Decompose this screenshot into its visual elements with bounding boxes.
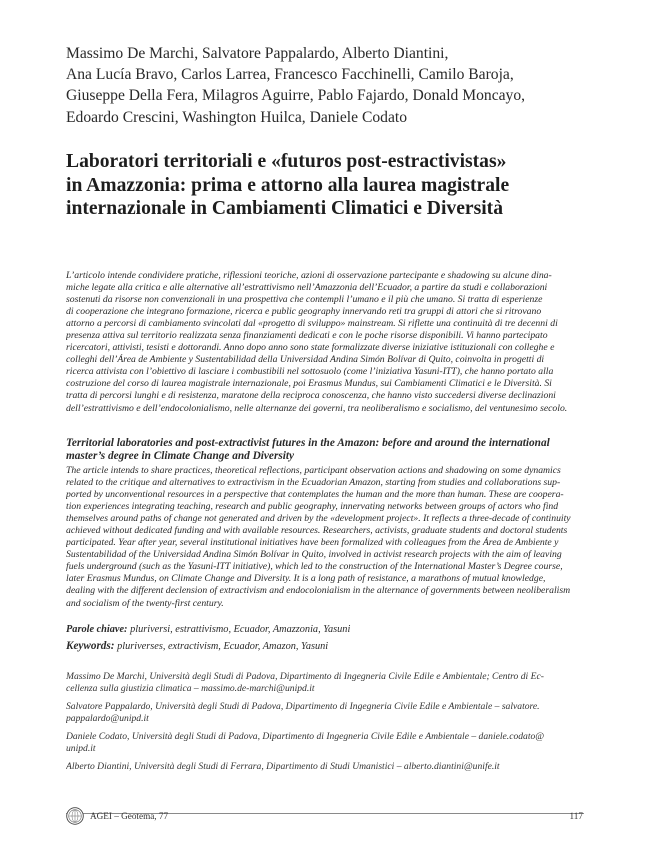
affiliation-line: unipd.it bbox=[66, 743, 96, 754]
abstract-line: dealing with the different declension of extractivism and endocolonialism in the alternance of governments between neoliberalism bbox=[66, 585, 571, 597]
agei-seal-icon bbox=[66, 807, 84, 825]
keywords-value: pluriversi, estrattivismo, Ecuador, Amazzonia, Yasuni bbox=[130, 624, 351, 635]
abstract-line: presenza attiva sul territorio realizzata senza finanziamenti dedicati e con le poche risorse disponibili. Vi hanno partecipato bbox=[66, 330, 548, 342]
abstract-line: attorno a percorsi di cambiamento svincolati dal «progetto di sviluppo» mainstream. Si riflette una continuità di tre decenni di bbox=[66, 318, 558, 330]
affiliation-line: pappalardo@unipd.it bbox=[66, 713, 149, 724]
abstract-line: sostenuti da risorse non convenzionali in una prospettiva che contempli l’umano e il più che umano. Si tratta di esperienze bbox=[66, 294, 543, 306]
abstract-line: L’articolo intende condividere pratiche, riflessioni teoriche, azioni di osservazione partecipante e shadowing su alcune dina- bbox=[66, 270, 552, 281]
title-line: internazionale in Cambiamenti Climatici e Diversità bbox=[66, 198, 503, 219]
abstract-line: ricercatori, attivisti, tesisti e dottorandi. Anno dopo anno sono state formalizzate diverse iniziative istituzionali con colleghe e bbox=[66, 342, 555, 354]
author-line: Edoardo Crescini, Washington Huilca, Daniele Codato bbox=[66, 108, 408, 126]
english-title-line: Territorial laboratories and post-extractivist futures in the Amazon: before and around the international bbox=[66, 437, 550, 449]
abstract-line: related to the critique and alternatives to extractivism in the Ecuadorian Amazon, starting from studies and collaborations sup- bbox=[66, 477, 561, 489]
journal-name: AGEI – Geotema, 77 bbox=[90, 811, 169, 821]
abstract-italian bbox=[66, 270, 584, 415]
abstract-line: participated. Year after year, several institutional initiatives have been formalized with colleagues from the Área de Ambiente y bbox=[66, 537, 559, 549]
abstract-line: tion experiences integrating teaching, research and public geography, innervating networks between groups of actors who find bbox=[66, 501, 559, 513]
abstract-line: achieved without dedicated funding and with available resources. Researchers, activists, graduate students and doctoral students bbox=[66, 525, 568, 537]
abstract-line: colleghi dell’Área de Ambiente y Sustentabilidad della Universidad Andina Simón Bolívar di Quito, coinvolta in progetti di bbox=[66, 354, 545, 366]
affiliation bbox=[66, 701, 586, 725]
abstract-english bbox=[66, 465, 584, 610]
abstract-line: themselves around paths of change not generated and driven by the «development project». It reflects a three-decade of continuity bbox=[66, 513, 571, 525]
abstract-line: fuels underground (such as the Yasuni-ITT initiative), which led to the construction of the International Master’s Degree course, bbox=[66, 561, 563, 573]
author-line: Massimo De Marchi, Salvatore Pappalardo, Alberto Diantini, bbox=[66, 45, 449, 62]
abstract-line: and socialism of the twenty-first century. bbox=[66, 597, 224, 609]
affiliation-line: Salvatore Pappalardo, Università degli Studi di Padova, Dipartimento di Ingegneria Civile Edile e Ambientale – salvatore. bbox=[66, 701, 540, 712]
abstract-line: tratta di percorsi lunghi e di resistenza, maratone della reciproca conoscenza, che hanno visto succedersi diverse declinazioni bbox=[66, 390, 556, 402]
author-line: Ana Lucía Bravo, Carlos Larrea, Francesco Facchinelli, Camilo Baroja, bbox=[66, 66, 514, 84]
title-line: Laboratori territoriali e «futuros post-estractivistas» bbox=[66, 151, 507, 172]
affiliation bbox=[66, 731, 586, 755]
page-number: 117 bbox=[569, 811, 583, 821]
abstract-line: Sustentabilidad of the Universidad Andina Simón Bolívar in Quito, involved in activist research projects with the aim of leaving bbox=[66, 549, 562, 561]
abstract-line: The article intends to share practices, theoretical reflections, participant observation actions and shadowing on some dynamics bbox=[66, 465, 561, 476]
abstract-line: ported by unconventional resources in a perspective that contemplates the human and the more than human. These are coopera- bbox=[66, 489, 564, 501]
affiliation-line: cellenza sulla giustizia climatica – massimo.de-marchi@unipd.it bbox=[66, 683, 315, 694]
keywords-label: Keywords: bbox=[66, 640, 115, 652]
abstract-line: miche legate alla critica e alle alternative all’estrattivismo nell’Amazzonia dell’Ecuador, a partire da studi e collaborazioni bbox=[66, 282, 548, 294]
affiliation-line: Massimo De Marchi, Università degli Studi di Padova, Dipartimento di Ingegneria Civile Edile e Ambientale; Centro di Ec- bbox=[66, 671, 544, 682]
english-title-line: master’s degree in Climate Change and Diversity bbox=[66, 450, 295, 463]
affiliation bbox=[66, 761, 586, 773]
abstract-line: dell’estrattivismo e dell’endocolonialismo, nelle alternanze dei governi, tra neoliberalismo e socialismo, del ventunesimo secolo. bbox=[66, 402, 568, 414]
keywords-label: Parole chiave: bbox=[66, 624, 128, 635]
abstract-line: ricerca attivista con l’obiettivo di lasciare i combustibili nel sottosuolo (come l’iniziativa Yasuni-ITT), che hanno portato alla bbox=[66, 366, 554, 378]
author-line: Giuseppe Della Fera, Milagros Aguirre, Pablo Fajardo, Donald Moncayo, bbox=[66, 87, 526, 105]
english-title bbox=[66, 437, 584, 464]
abstract-line: later Erasmus Mundus, on Climate Change and Diversity. It is a long path of resistance, a marathons of mutual knowledge, bbox=[66, 573, 546, 585]
abstract-line: costruzione del corso di laurea magistrale internazionale, poi Erasmus Mundus, sui Cambiamenti Climatici e le Diversità. Si bbox=[66, 378, 552, 390]
keywords-value: pluriverses, extractivism, Ecuador, Amazon, Yasuni bbox=[117, 641, 329, 652]
affiliation bbox=[66, 671, 586, 695]
keywords-italian bbox=[66, 623, 586, 636]
affiliation-line: Daniele Codato, Università degli Studi di Padova, Dipartimento di Ingegneria Civile Edile e Ambientale – daniele.codato@ bbox=[66, 731, 545, 742]
affiliation-line: Alberto Diantini, Università degli Studi di Ferrara, Dipartimento di Studi Umanistici – alberto.diantini@unife.it bbox=[66, 761, 500, 772]
keywords-english bbox=[66, 640, 586, 653]
author-list bbox=[66, 43, 606, 128]
abstract-line: di cooperazione che integrano formazione, ricerca e public geography innervando reti tra gruppi di attori che si ritrovano bbox=[66, 306, 542, 318]
title-line: in Amazzonia: prima e attorno alla laurea magistrale bbox=[66, 174, 510, 196]
article-title bbox=[66, 150, 626, 221]
